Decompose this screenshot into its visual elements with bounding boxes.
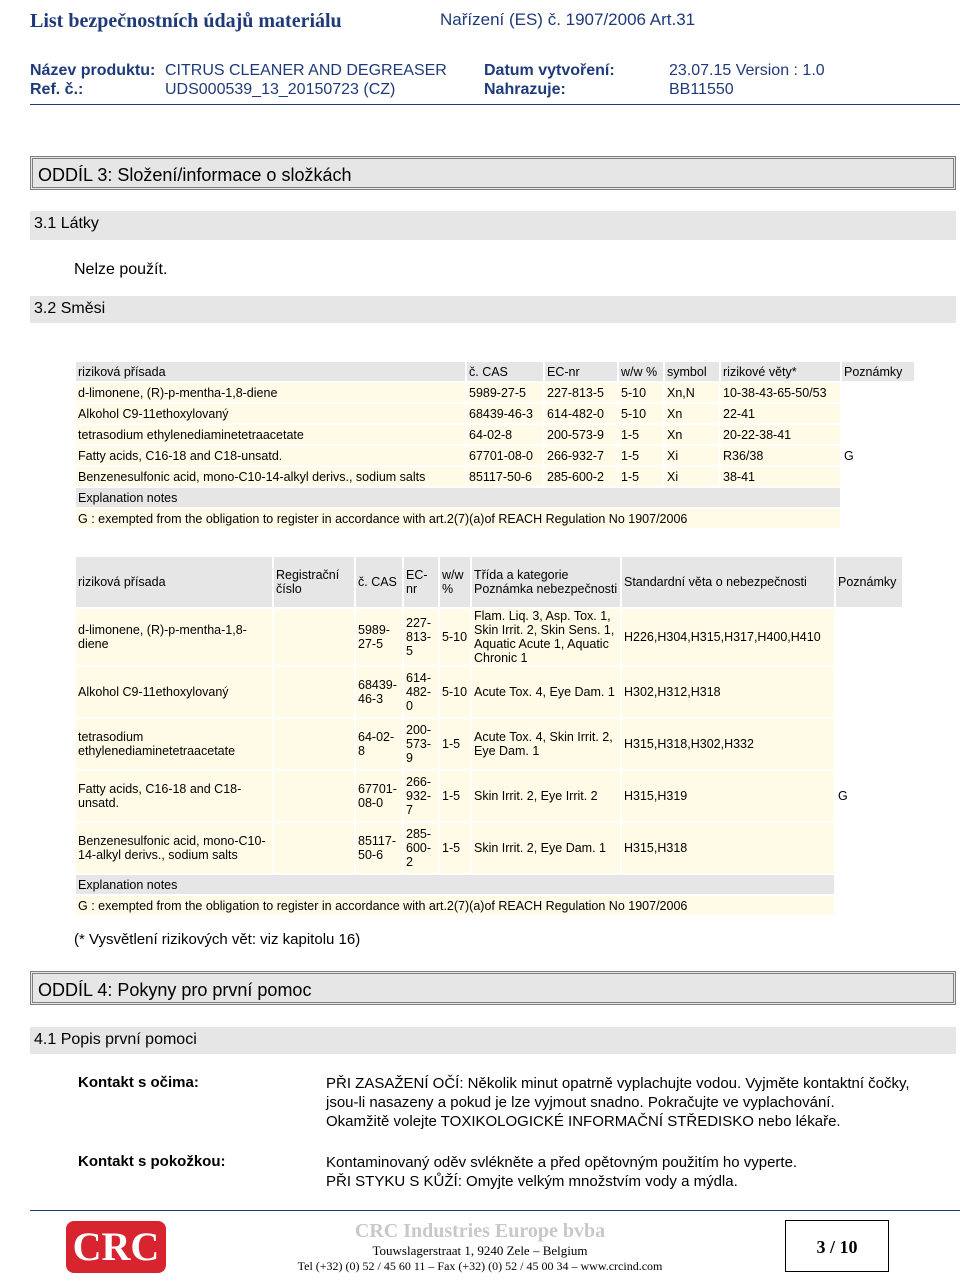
cell: 266-932-7 (404, 771, 438, 821)
eye-contact-label: Kontakt s očima: (78, 1074, 199, 1091)
cell (836, 719, 902, 769)
cell: d-limonene, (R)-p-mentha-1,8-diene (76, 383, 465, 402)
cell: 5-10 (619, 404, 663, 423)
section4-title: ODDÍL 4: Pokyny pro první pomoc (38, 980, 312, 1000)
cell: H315,H318 (622, 823, 834, 873)
cell: 67701-08-0 (356, 771, 402, 821)
product-label: Název produktu: (30, 62, 156, 79)
company-address: Touwslagerstraat 1, 9240 Zele – Belgium (372, 1243, 588, 1258)
skin-contact-text (326, 1153, 916, 1191)
cell: H302,H312,H318 (622, 667, 834, 717)
cell: 68439-46-3 (467, 404, 543, 423)
cell: Skin Irrit. 2, Eye Dam. 1 (472, 823, 620, 873)
col-header: EC-nr (404, 557, 438, 607)
table-row (76, 425, 914, 444)
subsection-4-1 (30, 1027, 956, 1054)
cell: 85117-50-6 (356, 823, 402, 873)
cell (836, 609, 902, 665)
notes-text-row (76, 509, 914, 528)
cell: 1-5 (440, 719, 470, 769)
cell: Alkohol C9-11ethoxylovaný (76, 404, 465, 423)
section3-header (30, 156, 956, 190)
subsection-3-2 (30, 296, 956, 323)
cell: Acute Tox. 4, Eye Dam. 1 (472, 667, 620, 717)
cell: Flam. Liq. 3, Asp. Tox. 1, Skin Irrit. 2, Skin Sens. 1, Aquatic Acute 1, Aquatic Chronic 1 (472, 609, 620, 665)
cell (836, 823, 902, 873)
col-header: riziková přísada (76, 557, 272, 607)
cell: 614-482-0 (404, 667, 438, 717)
header-rule (30, 104, 960, 105)
table-row (76, 609, 902, 665)
table-header-row (76, 362, 914, 381)
cell: Acute Tox. 4, Skin Irrit. 2, Eye Dam. 1 (472, 719, 620, 769)
section3-title: ODDÍL 3: Složení/informace o složkách (38, 165, 352, 185)
cell: 85117-50-6 (467, 467, 543, 486)
risk-phrases-footnote: (* Vysvětlení rizikových vět: viz kapitolu 16) (74, 931, 361, 948)
cell (842, 467, 914, 486)
cell: 200-573-9 (404, 719, 438, 769)
cell: 1-5 (619, 446, 663, 465)
subsection-4-1-title: 4.1 Popis první pomoci (34, 1031, 197, 1048)
cell: 227-813-5 (545, 383, 617, 402)
replaces-label: Nahrazuje: (484, 81, 566, 98)
date-value: 23.07.15 Version : 1.0 (669, 62, 825, 79)
notes-text: G : exempted from the obligation to register in accordance with art.2(7)(a)of REACH Regulation No 1907/2006 (76, 509, 840, 528)
col-header: Poznámky (836, 557, 902, 607)
cell (842, 425, 914, 444)
ingredients-table-dsd (74, 360, 916, 530)
cell: Fatty acids, C16-18 and C18-unsatd. (76, 446, 465, 465)
cell: 614-482-0 (545, 404, 617, 423)
cell: 64-02-8 (356, 719, 402, 769)
cell: 285-600-2 (545, 467, 617, 486)
subsection-3-2-title: 3.2 Směsi (34, 300, 106, 317)
col-header: riziková přísada (76, 362, 465, 381)
cell: tetrasodium ethylenediaminetetraacetate (76, 425, 465, 444)
cell: 1-5 (440, 823, 470, 873)
cell: 266-932-7 (545, 446, 617, 465)
cell: G (842, 446, 914, 465)
cell: Skin Irrit. 2, Eye Irrit. 2 (472, 771, 620, 821)
regulation-reference: Nařízení (ES) č. 1907/2006 Art.31 (440, 10, 696, 29)
cell: 1-5 (619, 425, 663, 444)
cell: Alkohol C9-11ethoxylovaný (76, 667, 272, 717)
cell: G (836, 771, 902, 821)
table-row (76, 446, 914, 465)
cell: tetrasodium ethylenediaminetetraacetate (76, 719, 272, 769)
col-header: č. CAS (356, 557, 402, 607)
skin-contact-label: Kontakt s pokožkou: (78, 1153, 226, 1170)
col-header: EC-nr (545, 362, 617, 381)
cell: Fatty acids, C16-18 and C18-unsatd. (76, 771, 272, 821)
cell: 38-41 (721, 467, 840, 486)
product-value: CITRUS CLEANER AND DEGREASER (165, 62, 447, 79)
section4-header (30, 971, 956, 1005)
cell: Benzenesulfonic acid, mono-C10-14-alkyl derivs., sodium salts (76, 823, 272, 873)
subsection-3-1 (30, 211, 956, 240)
cell: 20-22-38-41 (721, 425, 840, 444)
cell: 227-813-5 (404, 609, 438, 665)
cell: Xi (665, 467, 719, 486)
eye-contact-text-2: Okamžitě volejte TOXIKOLOGICKÉ INFORMAČNÍ STŘEDISKO nebo lékaře. (326, 1113, 841, 1130)
cell: 67701-08-0 (467, 446, 543, 465)
table-row (76, 719, 902, 769)
col-header: č. CAS (467, 362, 543, 381)
cell: 5989-27-5 (356, 609, 402, 665)
table-header-row (76, 557, 902, 607)
subsection-3-1-title: 3.1 Látky (34, 215, 99, 232)
footer-rule (30, 1210, 960, 1211)
skin-contact-text-2: PŘI STYKU S KŮŽÍ: Omyjte velkým množstvím vody a mýdla. (326, 1173, 738, 1190)
date-label: Datum vytvoření: (484, 62, 615, 79)
cell: R36/38 (721, 446, 840, 465)
col-header: Poznámky (842, 362, 914, 381)
cell: 64-02-8 (467, 425, 543, 444)
notes-title: Explanation notes (76, 875, 834, 894)
ref-label: Ref. č.: (30, 81, 84, 98)
cell (274, 771, 354, 821)
company-name: CRC Industries Europe bvba (354, 1220, 606, 1242)
cell: 10-38-43-65-50/53 (721, 383, 840, 402)
col-header: w/w % (619, 362, 663, 381)
cell: 1-5 (440, 771, 470, 821)
col-header: Standardní věta o nebezpečnosti (622, 557, 834, 607)
cell: Xn,N (665, 383, 719, 402)
replaces-value: BB11550 (669, 81, 734, 98)
cell (274, 609, 354, 665)
notes-title: Explanation notes (76, 488, 840, 507)
cell (836, 667, 902, 717)
cell: Benzenesulfonic acid, mono-C10-14-alkyl derivs., sodium salts (76, 467, 465, 486)
cell (842, 404, 914, 423)
ref-value: UDS000539_13_20150723 (CZ) (165, 81, 396, 98)
cell: H315,H318,H302,H332 (622, 719, 834, 769)
cell: Xn (665, 425, 719, 444)
empty-cell (836, 875, 902, 894)
col-header: Třída a kategorie Poznámka nebezpečnosti (472, 557, 620, 607)
table-row (76, 823, 902, 873)
substances-text: Nelze použít. (74, 261, 168, 278)
cell (842, 383, 914, 402)
cell (274, 719, 354, 769)
table-row (76, 771, 902, 821)
cell: Xn (665, 404, 719, 423)
cell: d-limonene, (R)-p-mentha-1,8-diene (76, 609, 272, 665)
page-number: 3 / 10 (785, 1220, 889, 1272)
cell: H226,H304,H315,H317,H400,H410 (622, 609, 834, 665)
table-row (76, 667, 902, 717)
cell: 68439-46-3 (356, 667, 402, 717)
cell (274, 667, 354, 717)
col-header: Registrační číslo (274, 557, 354, 607)
cell: 22-41 (721, 404, 840, 423)
notes-title-row (76, 488, 914, 507)
crc-logo: CRC (66, 1221, 166, 1273)
document-title: List bezpečnostních údajů materiálu (30, 10, 342, 32)
table-row (76, 404, 914, 423)
company-contact: Tel (+32) (0) 52 / 45 60 11 – Fax (+32) (0) 52 / 45 00 34 – www.crcind.com (297, 1259, 663, 1273)
cell: 285-600-2 (404, 823, 438, 873)
eye-contact-text-1: PŘI ZASAŽENÍ OČÍ: Několik minut opatrně vyplachujte vodou. Vyjměte kontaktní čočky, jsou-li nasazeny a pokud je lze vyjmout snadno. Pokračujte ve vyplachování. (326, 1075, 910, 1111)
col-header: w/w % (440, 557, 470, 607)
skin-contact-text-1: Kontaminovaný oděv svlékněte a před opětovným použitím ho vyperte. (326, 1154, 798, 1171)
cell: 5-10 (619, 383, 663, 402)
cell: 1-5 (619, 467, 663, 486)
table-row (76, 467, 914, 486)
cell: 5989-27-5 (467, 383, 543, 402)
cell: 5-10 (440, 667, 470, 717)
notes-text: G : exempted from the obligation to register in accordance with art.2(7)(a)of REACH Regulation No 1907/2006 (76, 896, 834, 915)
cell (274, 823, 354, 873)
empty-cell (842, 488, 914, 507)
notes-text-row (76, 896, 902, 915)
col-header: symbol (665, 362, 719, 381)
empty-cell (842, 509, 914, 528)
cell: 5-10 (440, 609, 470, 665)
cell: H315,H319 (622, 771, 834, 821)
ingredients-table-clp (74, 555, 904, 917)
cell: Xi (665, 446, 719, 465)
eye-contact-text (326, 1074, 916, 1131)
cell: 200-573-9 (545, 425, 617, 444)
empty-cell (836, 896, 902, 915)
notes-title-row (76, 875, 902, 894)
table-row (76, 383, 914, 402)
col-header: rizikové věty* (721, 362, 840, 381)
